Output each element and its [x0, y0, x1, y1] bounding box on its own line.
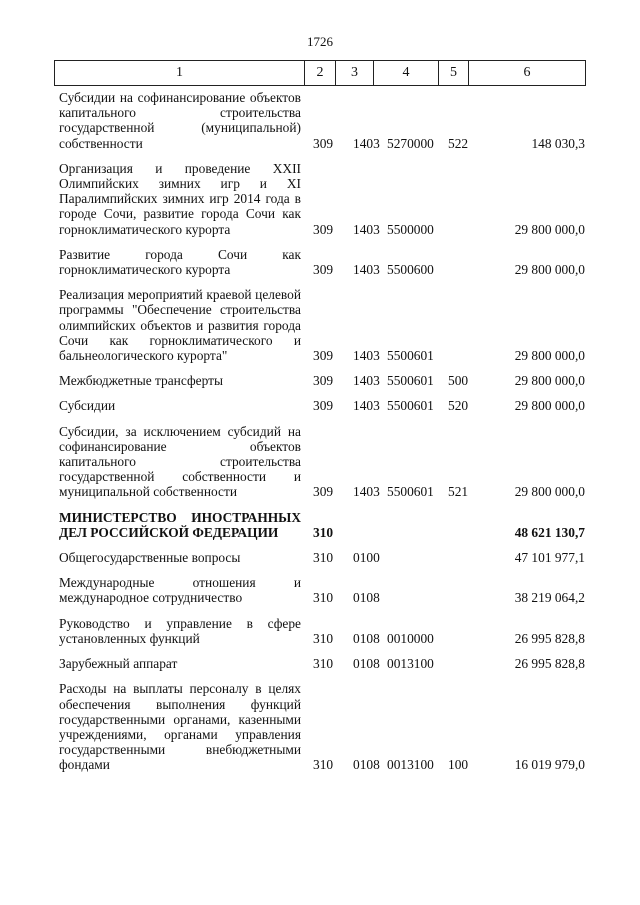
table-row	[54, 90, 587, 155]
table-row	[54, 241, 587, 281]
row-amount: 16 019 979,0	[514, 757, 585, 773]
column-header-3: 3	[336, 61, 374, 86]
row-target-code: 5500000	[387, 221, 434, 237]
row-amount: 26 995 828,8	[514, 656, 585, 672]
row-target-code	[384, 569, 446, 609]
row-name	[54, 675, 305, 776]
row-ministry-code: 309	[313, 398, 334, 414]
row-section-code: 0100	[353, 550, 380, 566]
row-ministry-code: 310	[313, 656, 334, 672]
row-name	[54, 504, 305, 544]
row-ministry-code: 309	[313, 221, 334, 237]
row-name-text: Организация и проведение XXII Олимпийских зимних игр и XI Паралимпийских зимних игр 2014 года в городе Сочи, развитие города Сочи как горноклиматического курорта	[59, 160, 301, 237]
row-ministry-code: 309	[313, 135, 334, 151]
row-target-code: 5500601	[387, 348, 434, 364]
table-row	[54, 675, 587, 776]
row-name	[54, 418, 305, 504]
budget-table	[54, 90, 587, 777]
table-row	[54, 504, 587, 544]
row-expense-type-code: 521	[448, 484, 469, 500]
row-ministry-code: 310	[313, 524, 334, 540]
row-name	[54, 241, 305, 281]
row-name-text: Субсидии	[59, 398, 116, 414]
row-name-text: Субсидии на софинансирование объектов капитального строительства государственной (муниципальной) собственности	[59, 90, 301, 151]
row-target-code	[384, 544, 446, 569]
row-name-text: Международные отношения и международное сотрудничество	[59, 575, 301, 606]
row-name	[54, 610, 305, 650]
row-name	[54, 569, 305, 609]
table-row	[54, 610, 587, 650]
column-header-1: 1	[55, 61, 305, 86]
row-section-code: 1403	[353, 221, 380, 237]
row-expense-type-code	[446, 610, 473, 650]
table-row	[54, 418, 587, 504]
row-name-text: Развитие города Сочи как горноклиматического курорта	[59, 246, 301, 278]
column-header-4: 4	[374, 61, 439, 86]
budget-table-body	[54, 90, 587, 777]
column-header-table	[54, 60, 586, 86]
row-section-code: 1403	[353, 262, 380, 278]
row-expense-type-code	[446, 155, 473, 241]
table-row	[54, 155, 587, 241]
row-amount: 26 995 828,8	[514, 630, 585, 646]
row-section-code: 1403	[353, 373, 380, 389]
row-name	[54, 90, 305, 155]
row-target-code: 0013100	[387, 656, 434, 672]
row-section-code: 1403	[353, 398, 380, 414]
row-name	[54, 155, 305, 241]
row-name	[54, 544, 305, 569]
row-section-code: 0108	[353, 656, 380, 672]
row-target-code: 5500601	[387, 484, 434, 500]
row-name-text: Руководство и управление в сфере установленных функций	[59, 615, 301, 646]
row-expense-type-code: 500	[448, 373, 469, 389]
row-name-text: Межбюджетные трансферты	[59, 373, 223, 389]
row-target-code: 5500601	[387, 398, 434, 414]
row-name	[54, 650, 305, 675]
row-amount: 29 800 000,0	[514, 262, 585, 278]
row-name	[54, 281, 305, 367]
row-name-text: Расходы на выплаты персоналу в целях обеспечения выполнения функций государственными органами, казенными учреждениями, органами управления государственными внебюджетными фондами	[59, 681, 301, 773]
row-expense-type-code	[446, 650, 473, 675]
row-ministry-code: 309	[313, 262, 334, 278]
page-number: 1726	[307, 34, 333, 49]
row-ministry-code: 309	[313, 348, 334, 364]
row-expense-type-code	[446, 504, 473, 544]
row-ministry-code: 310	[313, 757, 334, 773]
row-section-code: 0108	[353, 630, 380, 646]
row-name-text: Общегосударственные вопросы	[59, 550, 241, 566]
column-header-2: 2	[305, 61, 336, 86]
column-header-5: 5	[439, 61, 469, 86]
table-row	[54, 650, 587, 675]
row-section-code: 1403	[353, 135, 380, 151]
row-name-text: Субсидии, за исключением субсидий на софинансирование объектов капитального строительства государственной собственности и муниципальной собственности	[59, 423, 301, 500]
row-target-code: 0010000	[387, 630, 434, 646]
column-header-6: 6	[469, 61, 586, 86]
row-ministry-code: 310	[313, 550, 334, 566]
row-ministry-code: 310	[313, 630, 334, 646]
row-section-code	[343, 504, 384, 544]
table-row	[54, 367, 587, 392]
table-row	[54, 281, 587, 367]
row-expense-type-code	[446, 281, 473, 367]
row-expense-type-code: 520	[448, 398, 469, 414]
row-expense-type-code	[446, 544, 473, 569]
row-name	[54, 392, 305, 417]
row-amount: 29 800 000,0	[514, 398, 585, 414]
row-name-text: Реализация мероприятий краевой целевой программы "Обеспечение строительства олимпийских объектов и развития города Сочи как горноклиматического и бальнеологического курорта"	[59, 287, 301, 364]
row-expense-type-code	[446, 241, 473, 281]
row-ministry-code: 310	[313, 590, 334, 606]
table-row	[54, 544, 587, 569]
column-header-row	[55, 61, 586, 86]
row-name	[54, 367, 305, 392]
row-amount: 29 800 000,0	[514, 221, 585, 237]
row-section-code: 1403	[353, 348, 380, 364]
row-section-code: 0108	[353, 757, 380, 773]
row-section-code: 1403	[353, 484, 380, 500]
row-expense-type-code	[446, 569, 473, 609]
row-amount: 148 030,3	[531, 135, 585, 151]
table-row	[54, 392, 587, 417]
row-expense-type-code: 522	[448, 135, 469, 151]
row-target-code: 0013100	[387, 757, 434, 773]
row-target-code: 5500600	[387, 262, 434, 278]
row-name-text: МИНИСТЕРСТВО ИНОСТРАННЫХ ДЕЛ РОССИЙСКОЙ ФЕДЕРАЦИИ	[59, 509, 301, 540]
row-section-code: 0108	[353, 590, 380, 606]
row-amount: 38 219 064,2	[514, 590, 585, 606]
row-target-code: 5270000	[387, 135, 434, 151]
row-ministry-code: 309	[313, 484, 334, 500]
table-row	[54, 569, 587, 609]
row-amount: 47 101 977,1	[514, 550, 585, 566]
row-name-text: Зарубежный аппарат	[59, 656, 178, 672]
row-ministry-code: 309	[313, 373, 334, 389]
row-amount: 29 800 000,0	[514, 484, 585, 500]
row-target-code	[384, 504, 446, 544]
row-amount: 29 800 000,0	[514, 348, 585, 364]
row-amount: 29 800 000,0	[514, 373, 585, 389]
row-expense-type-code: 100	[448, 757, 469, 773]
row-target-code: 5500601	[387, 373, 434, 389]
row-amount: 48 621 130,7	[514, 524, 585, 540]
